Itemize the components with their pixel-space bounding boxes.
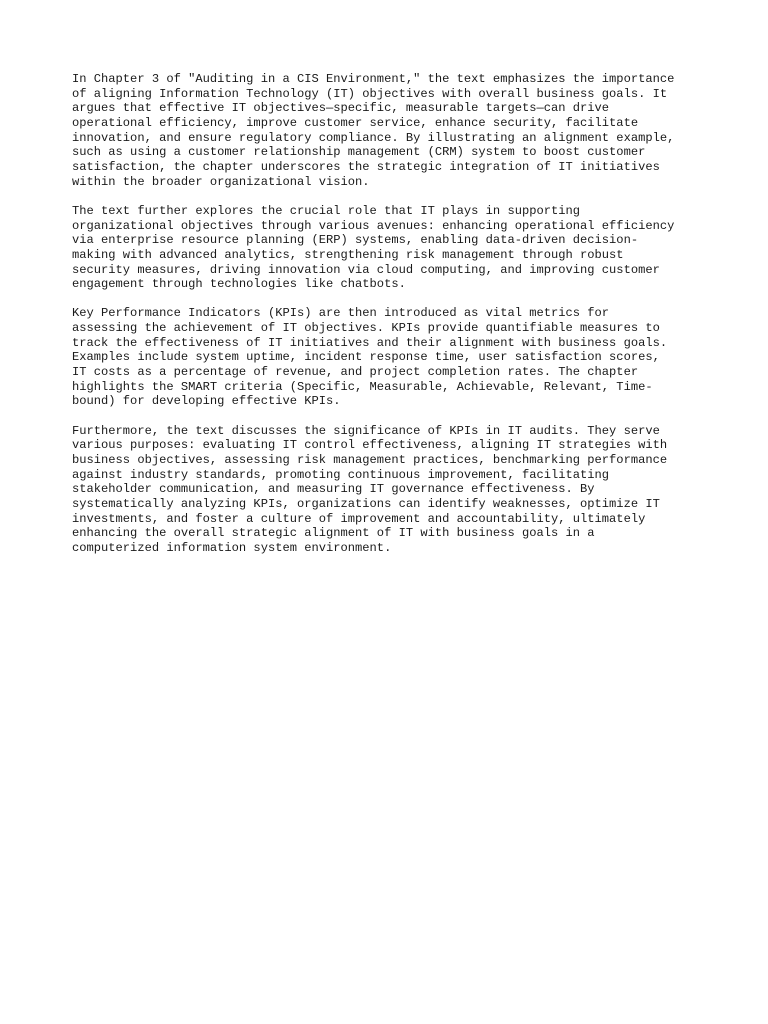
paragraph-kpis: Key Performance Indicators (KPIs) are then introduced as vital metrics for assessing the achievement of IT objectives. KPIs provide quantifiable measures to track the effectiveness of IT initiatives and their alignment with business goals. Examples include system uptime, incident response time, user satisfaction scores, IT costs as a percentage of revenue, and project completion rates. The chapter highlights the SMART criteria (Specific, Measurable, Achievable, Relevant, Time- bound) for developing effective KPIs. bbox=[72, 306, 668, 409]
paragraph-chapter-overview: In Chapter 3 of "Auditing in a CIS Environment," the text emphasizes the importance of aligning Information Technology (IT) objectives with overall business goals. It argues that effective IT objectives—specific, measurable targets—can drive operational efficiency, improve customer service, enhance security, facilitate innovation, and ensure regulatory compliance. By illustrating an alignment example, such as using a customer relationship management (CRM) system to boost customer satisfaction, the chapter underscores the strategic integration of IT initiatives within the broader organizational vision. bbox=[72, 72, 675, 189]
paragraph-kpis-in-audits: Furthermore, the text discusses the significance of KPIs in IT audits. They serve various purposes: evaluating IT control effectiveness, aligning IT strategies with business objectives, assessing risk management practices, benchmarking performance against industry standards, promoting continuous improvement, facilitating stakeholder communication, and measuring IT governance effectiveness. By systematically analyzing KPIs, organizations can identify weaknesses, optimize IT investments, and foster a culture of improvement and accountability, ultimately enhancing the overall strategic alignment of IT with business goals in a computerized information system environment. bbox=[72, 423, 668, 555]
paragraph-it-role: The text further explores the crucial role that IT plays in supporting organizational objectives through various avenues: enhancing operational efficiency via enterprise resource planning (ERP) systems, enabling data-driven decision- making with advanced analytics, strengthening risk management through robust security measures, driving innovation via cloud computing, and improving customer engagement through technologies like chatbots. bbox=[72, 203, 675, 292]
document-page bbox=[72, 72, 712, 556]
